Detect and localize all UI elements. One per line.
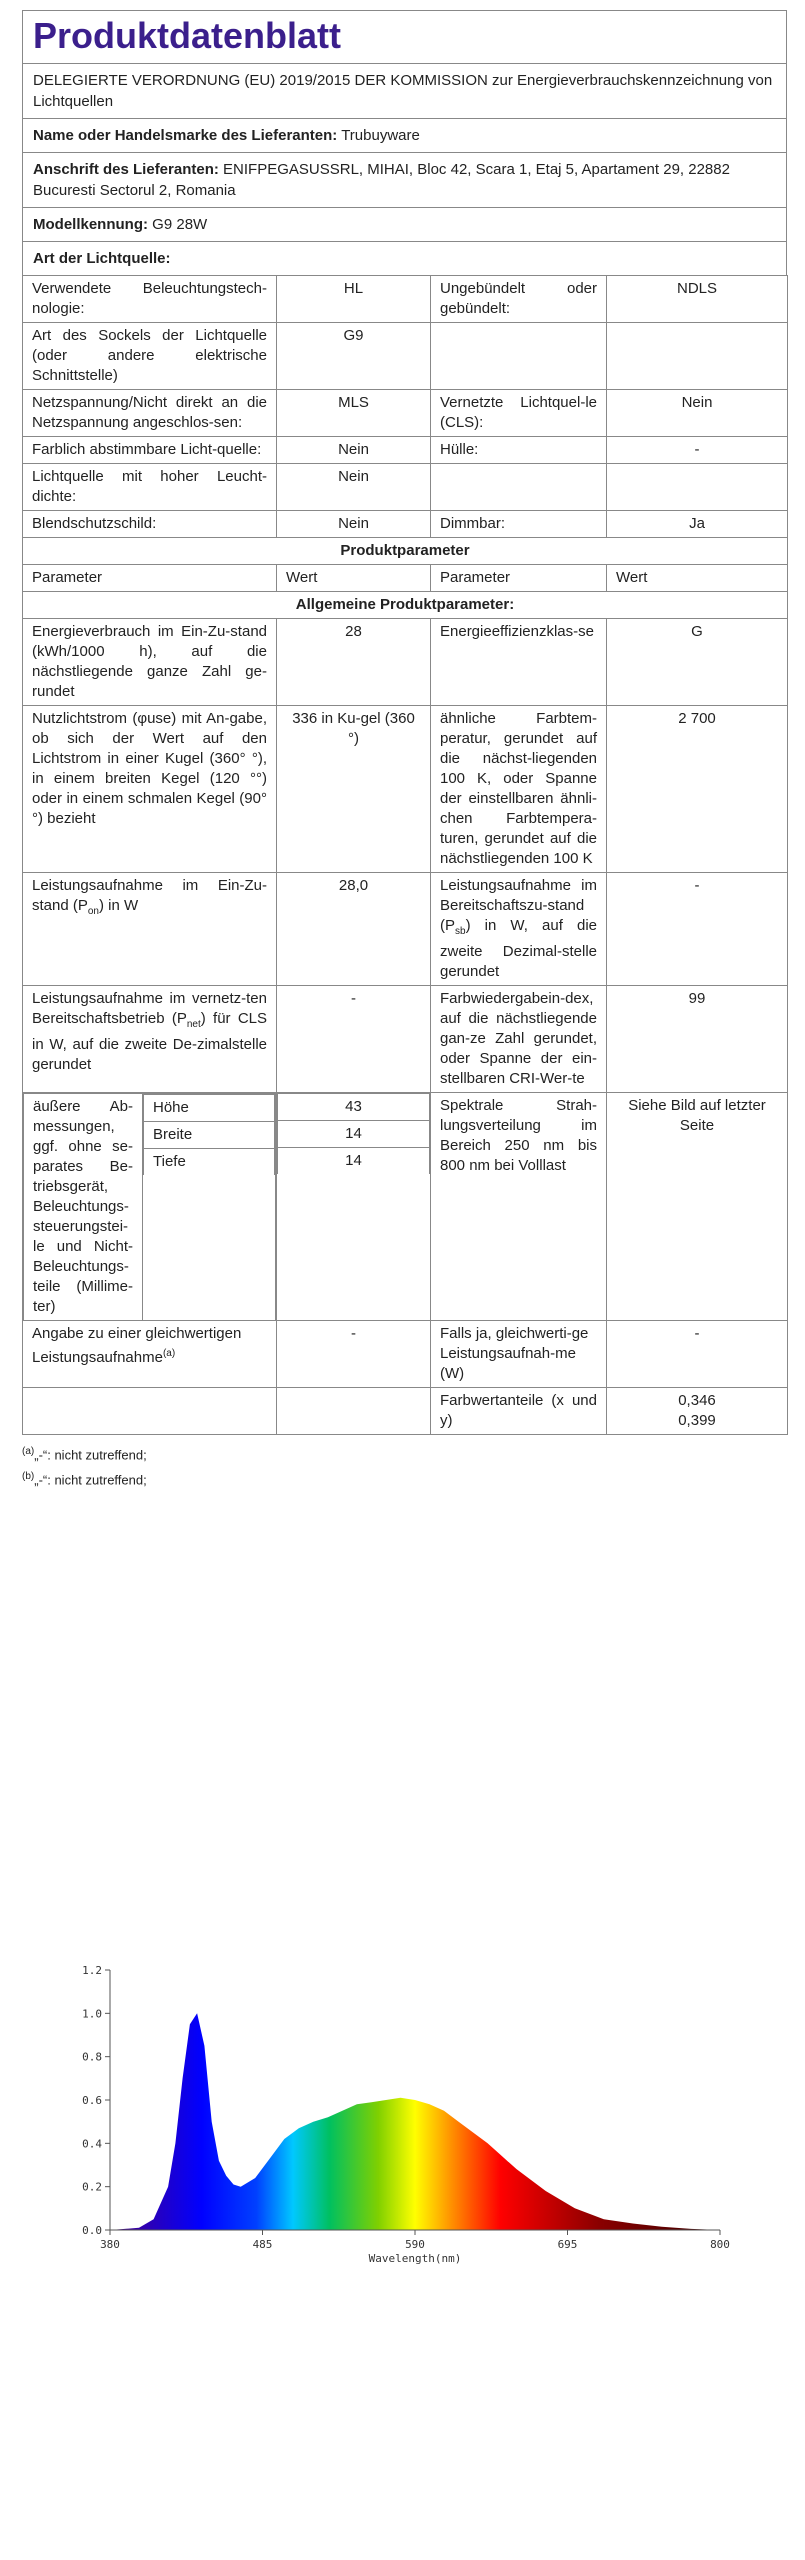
spectrum-chart (60, 1960, 730, 2280)
net-standby-label: Leistungsaufnahme im vernetz-ten Bereitschaftsbetrieb $(P_{net})$ für CLS in W, auf die zweite De-zimalstelle gerundet (23, 986, 277, 1093)
table-row (23, 619, 788, 706)
supplier-value: Trubuyware (341, 127, 420, 144)
value-cell: MLS (277, 390, 431, 437)
table-row (23, 390, 788, 437)
col-header: Wert (277, 565, 431, 592)
table-row (23, 511, 788, 538)
product-params-heading: Produktparameter (23, 538, 788, 565)
y-tick-label: 0.8 (82, 2050, 102, 2064)
dim-height-value: 43 (278, 1094, 430, 1121)
table-row (23, 706, 788, 873)
label-cell: Ungebündelt oder gebündelt: (431, 276, 607, 323)
address-row (22, 152, 787, 207)
value-cell: NDLS (607, 276, 788, 323)
equivalent-label: Angabe zu einer gleichwertigen Leistungsaufnahme$^{(a)}$ (23, 1321, 277, 1388)
col-header: Parameter (431, 565, 607, 592)
value-cell (607, 464, 788, 511)
y-tick-label: 0.0 (82, 2224, 102, 2237)
y-tick-label: 1.0 (82, 2007, 102, 2021)
spectral-label: Spektrale Strah-lungsverteilung im Bereich 250 nm bis 800 nm bei Volllast (431, 1093, 607, 1321)
supplier-label: Name oder Handelsmarke des Lieferanten: (33, 127, 338, 144)
dimensions-cell (23, 1093, 277, 1321)
table-row (23, 1321, 788, 1388)
table-row (23, 323, 788, 390)
x-tick-label: 800 (710, 2238, 730, 2251)
dim-depth-label: Tiefe (144, 1149, 275, 1176)
general-params-heading: Allgemeine Produktparameter: (23, 592, 788, 619)
label-cell: Hülle: (431, 437, 607, 464)
col-header: Wert (607, 565, 788, 592)
cri-label: Farbwiedergabein-dex, auf die nächstliegende gan-ze Zahl gerundet, oder Spanne der ein-stellbaren CRI-Wer-te (431, 986, 607, 1093)
x-tick-label: 695 (557, 2238, 578, 2251)
standby-label: Leistungsaufnahme im Bereitschaftszu-stand $(P_{sb})$ in W, auf die zweite Dezimal-stelle gerundet (431, 873, 607, 986)
dimensions-label: äußere Ab-messungen, ggf. ohne se-parates Be-triebsgerät, Beleuchtungs-steuerungstei-le und Nicht-Beleuchtungs-teile (Millime-ter) (24, 1094, 143, 1321)
value-cell: Nein (277, 437, 431, 464)
chromaticity-label: Farbwertanteile (x und y) (431, 1388, 607, 1435)
power-on-value: 28,0 (277, 873, 431, 986)
net-standby-value: - (277, 986, 431, 1093)
value-cell: HL (277, 276, 431, 323)
model-value: G9 28W (152, 216, 208, 233)
label-cell: Farblich abstimmbare Licht-quelle: (23, 437, 277, 464)
label-cell: Energieeffizienzklas-se (431, 619, 607, 706)
address-label: Anschrift des Lieferanten: (33, 161, 219, 178)
x-axis-label: Wavelength(nm) (368, 2252, 462, 2265)
label-cell (431, 323, 607, 390)
label-cell: Nutzlichtstrom (φuse) mit An-gabe, ob sich der Wert auf den Lichtstrom in einer Kugel (360° °), in einem breiten Kegel (120 °°) oder in einem schmalen Kegel (90° °) bezieht (23, 706, 277, 873)
footnotes (22, 1441, 787, 1492)
table-row (23, 276, 788, 323)
label-cell: Dimmbar: (431, 511, 607, 538)
table-row (23, 1388, 788, 1435)
label-cell (431, 464, 607, 511)
value-cell: Nein (607, 390, 788, 437)
table-row (23, 464, 788, 511)
value-cell: Nein (277, 511, 431, 538)
dim-depth-value: 14 (278, 1148, 430, 1175)
light-type-heading-text: Art der Lichtquelle: (33, 250, 171, 267)
y-tick-label: 0.2 (82, 2180, 102, 2194)
value-cell: - (607, 437, 788, 464)
regulation-text: DELEGIERTE VERORDNUNG (EU) 2019/2015 DER KOMMISSION zur Energieverbrauchskennzeichnung von Lichtquellen (22, 63, 787, 118)
standby-value: - (607, 873, 788, 986)
cri-value: 99 (607, 986, 788, 1093)
model-row (22, 207, 787, 241)
model-label: Modellkennung: (33, 216, 148, 233)
footnote: $^{(b)}$„-“: nicht zutreffend; (22, 1471, 147, 1488)
label-cell: Vernetzte Lichtquel-le (CLS): (431, 390, 607, 437)
table-row (23, 1093, 788, 1321)
supplier-row (22, 118, 787, 152)
dim-width-label: Breite (144, 1122, 275, 1149)
footnote: $^{(a)}$„-“: nicht zutreffend; (22, 1446, 147, 1463)
y-tick-label: 0.4 (82, 2137, 102, 2151)
table-row (23, 986, 788, 1093)
equivalent-value: - (277, 1321, 431, 1388)
page-title: Produktdatenblatt (22, 10, 787, 63)
y-tick-label: 0.6 (82, 2094, 102, 2107)
datasheet (22, 10, 787, 1492)
y-tick-label: 1.2 (82, 1964, 102, 1977)
table-row (23, 437, 788, 464)
value-cell: G (607, 619, 788, 706)
label-cell: Art des Sockels der Lichtquelle (oder andere elektrische Schnittstelle) (23, 323, 277, 390)
dimensions-values (277, 1093, 431, 1321)
value-cell: 2 700 (607, 706, 788, 873)
address-value: ENIFPEGASUSSRL, MIHAI, Bloc 42, Scara 1, Etaj 5, Apartament 29, 22882 Bucuresti Sectorul 2, Romania (33, 161, 730, 199)
value-cell: G9 (277, 323, 431, 390)
label-cell: Blendschutzschild: (23, 511, 277, 538)
spec-table (22, 275, 788, 1435)
value-cell (607, 323, 788, 390)
label-cell: Lichtquelle mit hoher Leucht-dichte: (23, 464, 277, 511)
x-tick-label: 485 (252, 2238, 273, 2251)
dim-height-label: Höhe (144, 1095, 275, 1122)
chromaticity-value: 0,346 0,399 (607, 1388, 788, 1435)
value-cell: 336 in Ku-gel (360 °) (277, 706, 431, 873)
power-on-label: Leistungsaufnahme im Ein-Zu-stand $(P_{on})$ in W (23, 873, 277, 986)
spectrum-area (110, 2013, 720, 2230)
value-cell: Ja (607, 511, 788, 538)
column-headers (23, 565, 788, 592)
light-type-heading (22, 241, 787, 275)
equivalent-power-value: - (607, 1321, 788, 1388)
label-cell: Verwendete Beleuchtungstech-nologie: (23, 276, 277, 323)
x-tick-label: 380 (100, 2238, 120, 2251)
value-cell: Nein (277, 464, 431, 511)
label-cell: ähnliche Farbtem-peratur, gerundet auf die nächst-liegenden 100 K, oder Spanne der einstellbaren ähnli-chen Farbtempera-turen, gerundet auf die nächstliegenden 100 K (431, 706, 607, 873)
x-tick-label: 590 (405, 2238, 425, 2251)
spectral-value: Siehe Bild auf letzter Seite (607, 1093, 788, 1321)
label-cell: Netzspannung/Nicht direkt an die Netzspannung angeschlos-sen: (23, 390, 277, 437)
label-cell: Energieverbrauch im Ein-Zu-stand (kWh/1000 h), auf die nächstliegende ganze Zahl ge-rundet (23, 619, 277, 706)
value-cell: 28 (277, 619, 431, 706)
col-header: Parameter (23, 565, 277, 592)
equivalent-power-label: Falls ja, gleichwerti-ge Leistungsaufnah-me (W) (431, 1321, 607, 1388)
table-row (23, 873, 788, 986)
dim-width-value: 14 (278, 1121, 430, 1148)
